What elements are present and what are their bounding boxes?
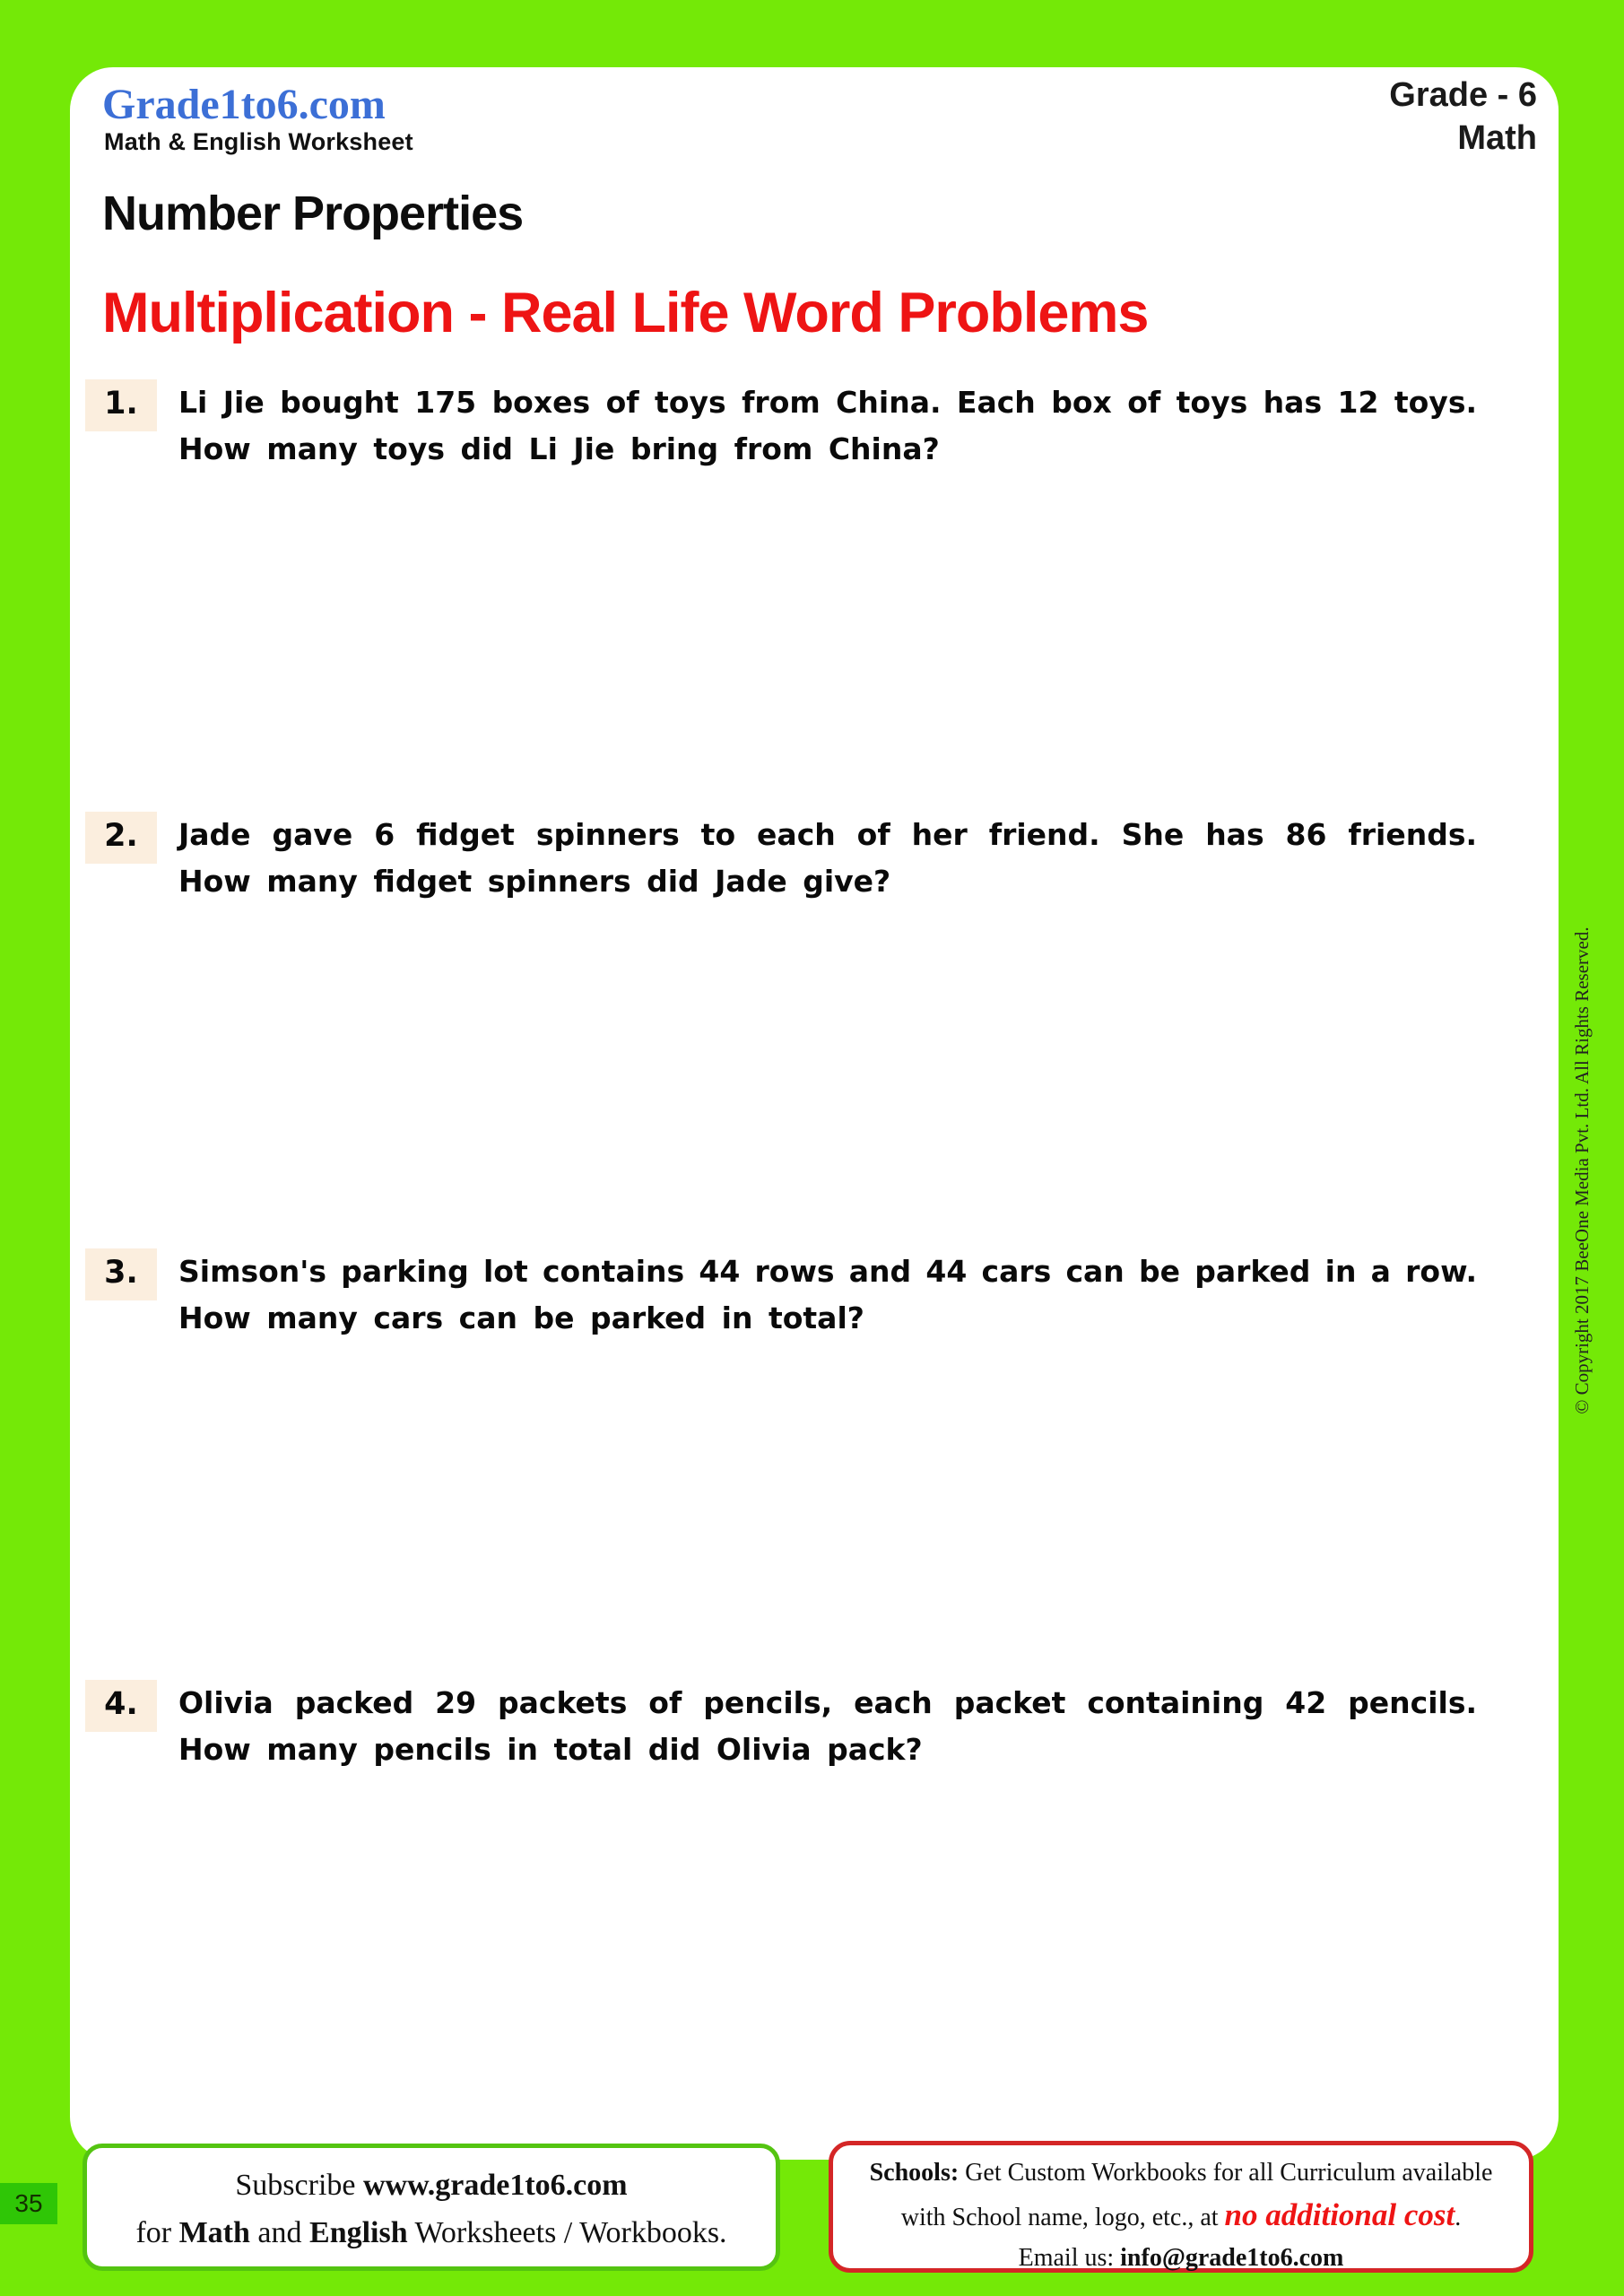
- question-item-1: [85, 379, 1489, 473]
- site-tagline: Math & English Worksheet: [104, 128, 413, 155]
- copyright-vertical-text: © Copyright 2017 BeeOne Media Pvt. Ltd. All Rights Reserved.: [1571, 926, 1593, 1414]
- footer-schools-line-3: Email us: info@grade1to6.com: [1018, 2243, 1344, 2272]
- footer-subscribe-line-1: Subscribe www.grade1to6.com: [235, 2169, 628, 2202]
- question-text: [178, 1680, 1477, 1773]
- question-item-2: [85, 812, 1489, 905]
- page-number-badge: 35: [0, 2183, 57, 2224]
- question-line-1: Olivia packed 29 packets of pencils, each packet containing 42 pencils.: [178, 1685, 1477, 1720]
- question-text: [178, 1248, 1477, 1342]
- question-number-badge: 3.: [85, 1248, 157, 1300]
- question-line-2: How many toys did Li Jie bring from China?: [178, 431, 940, 466]
- question-line-1: Jade gave 6 fidget spinners to each of her friend. She has 86 friends.: [178, 817, 1477, 852]
- footer-email: info@grade1to6.com: [1120, 2243, 1344, 2272]
- section-title: Number Properties: [102, 187, 524, 240]
- question-text: [178, 812, 1477, 905]
- footer-schools-box: [829, 2141, 1533, 2273]
- grade-label: Grade - 6: [1389, 76, 1537, 114]
- worksheet-title: Multiplication - Real Life Word Problems: [102, 282, 1149, 344]
- footer-schools-line-2: with School name, logo, etc., at no additional cost.: [900, 2197, 1462, 2232]
- question-line-2: How many fidget spinners did Jade give?: [178, 864, 891, 899]
- subject-label: Math: [1457, 118, 1537, 157]
- footer-site-url: www.grade1to6.com: [362, 2169, 628, 2202]
- question-item-3: [85, 1248, 1489, 1342]
- footer-schools-line-1: Schools: Get Custom Workbooks for all Curriculum available: [869, 2159, 1493, 2187]
- question-text: [178, 379, 1477, 473]
- question-number-badge: 2.: [85, 812, 157, 864]
- question-item-4: [85, 1680, 1489, 1773]
- question-number-badge: 4.: [85, 1680, 157, 1732]
- question-line-2: How many pencils in total did Olivia pack?: [178, 1732, 923, 1767]
- question-line-1: Li Jie bought 175 boxes of toys from China. Each box of toys has 12 toys.: [178, 385, 1477, 420]
- no-additional-cost-highlight: no additional cost: [1224, 2197, 1455, 2232]
- worksheet-card: [70, 67, 1559, 2160]
- footer-subscribe-box: [83, 2144, 780, 2271]
- site-logo: Grade1to6.com: [102, 81, 386, 128]
- footer-subscribe-line-2: for Math and English Worksheets / Workbooks.: [135, 2215, 727, 2249]
- question-line-1: Simson's parking lot contains 44 rows and 44 cars can be parked in a row.: [178, 1254, 1477, 1289]
- question-number-badge: 1.: [85, 379, 157, 431]
- question-line-2: How many cars can be parked in total?: [178, 1300, 864, 1335]
- grade-block: [1389, 74, 1537, 160]
